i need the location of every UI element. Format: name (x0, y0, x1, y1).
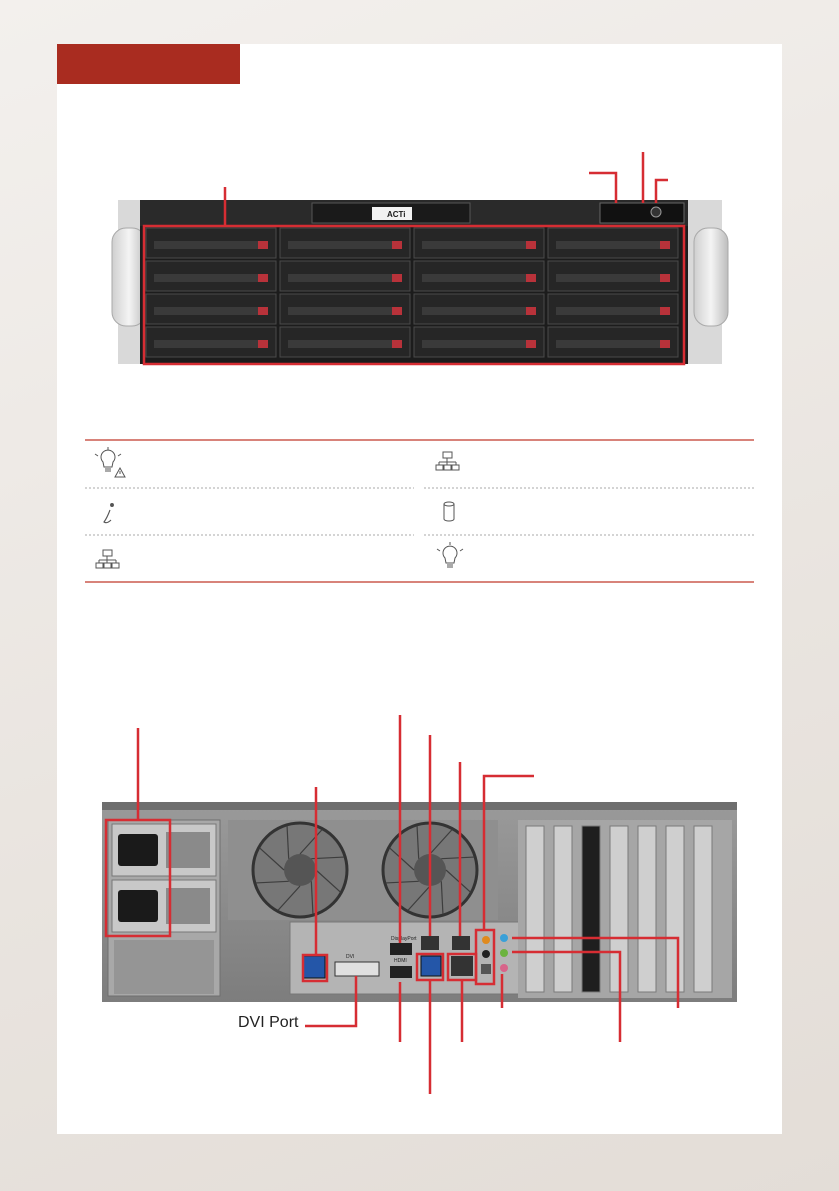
storage-cylinder-icon (444, 502, 454, 521)
expansion-slot (694, 826, 712, 992)
drive-bay-latch (556, 307, 660, 315)
drive-bay-latch (154, 274, 258, 282)
drive-bay-latch (154, 241, 258, 249)
drive-bay-release-tab (392, 307, 402, 315)
info-icon (104, 504, 113, 523)
dvi-port-callout-label: DVI Port (238, 1014, 299, 1031)
expansion-slot (582, 826, 600, 992)
drive-bay-latch (556, 340, 660, 348)
drive-bay-release-tab (660, 307, 670, 315)
rear-panel-image (102, 802, 737, 1002)
network-icon (436, 452, 459, 470)
drive-bay-release-tab (660, 274, 670, 282)
drive-bay-release-tab (526, 274, 536, 282)
drive-bay-latch (422, 274, 526, 282)
drive-bay-release-tab (660, 340, 670, 348)
svg-text:ACTi: ACTi (387, 210, 406, 219)
drive-bay-latch (288, 274, 392, 282)
drive-bay-release-tab (660, 241, 670, 249)
network-icon (96, 550, 119, 568)
drive-bay-release-tab (258, 241, 268, 249)
front-panel-image (112, 200, 728, 364)
drive-bay-latch (556, 274, 660, 282)
expansion-slot (666, 826, 684, 992)
lightbulb-warning-icon (95, 447, 125, 477)
dvi-port-label: DVI (346, 954, 355, 960)
icon-table (85, 440, 754, 582)
drive-bay-release-tab (258, 340, 268, 348)
drive-bay-latch (288, 241, 392, 249)
drive-bay-release-tab (258, 274, 268, 282)
drive-bay-release-tab (526, 307, 536, 315)
drive-bay-release-tab (392, 241, 402, 249)
expansion-slot (554, 826, 572, 992)
drive-bay-latch (422, 340, 526, 348)
drive-bay-latch (288, 307, 392, 315)
drive-bay-latch (556, 241, 660, 249)
expansion-slot (526, 826, 544, 992)
drive-bay-latch (422, 241, 526, 249)
drive-bay-latch (154, 307, 258, 315)
drive-bay-latch (154, 340, 258, 348)
lightbulb-icon (437, 542, 463, 567)
displayport-port-label: DisplayPort (391, 936, 417, 942)
drive-bay-release-tab (392, 274, 402, 282)
drive-bay-latch (422, 307, 526, 315)
expansion-slot (638, 826, 656, 992)
drive-bay-release-tab (258, 307, 268, 315)
drive-bay-release-tab (526, 241, 536, 249)
drive-bay-latch (288, 340, 392, 348)
hdmi-port-label: HDMI (394, 958, 407, 964)
drive-bay-release-tab (392, 340, 402, 348)
drive-bay-release-tab (526, 340, 536, 348)
